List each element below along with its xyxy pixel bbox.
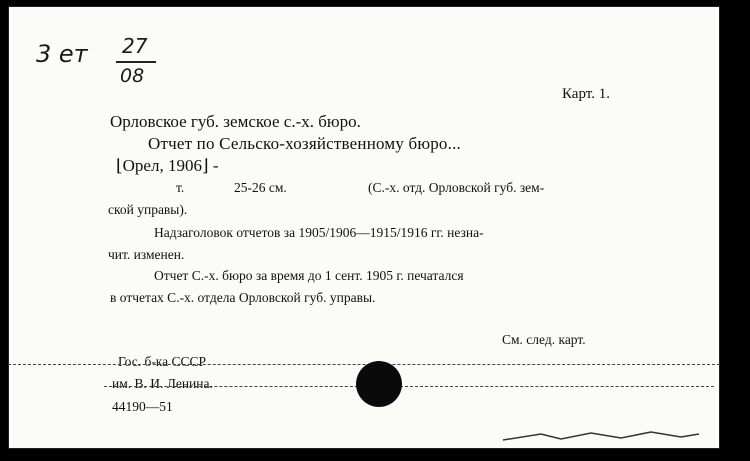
series-line-1: (С.-х. отд. Орловской губ. зем-: [368, 180, 545, 195]
note-2-line-1: Отчет С.-х. бюро за время до 1 сент. 1905 г. печатался: [154, 268, 464, 283]
scan-rule-2: [104, 386, 714, 387]
card-heading: Орловское губ. земское с.-х. бюро.: [110, 112, 361, 131]
card-title: Отчет по Сельско-хозяйственному бюро...: [148, 134, 461, 153]
catalog-card: [8, 6, 720, 449]
handwritten-fraction-line: [116, 61, 156, 63]
see-next-card: См. след. карт.: [502, 332, 586, 347]
handwritten-number-bottom: 08: [120, 65, 145, 87]
physical-a: т.: [176, 180, 185, 195]
series-line-2: ской управы).: [108, 202, 188, 217]
punched-hole: [356, 361, 402, 407]
note-1-line-1: Надзаголовок отчетов за 1905/1906—1915/1916 гг. незна-: [154, 225, 484, 240]
note-1-line-2: чит. изменен.: [108, 247, 185, 262]
card-number: Карт. 1.: [562, 86, 610, 102]
handwritten-shelf-mark: 3 ет: [36, 40, 88, 68]
library-line-3: 44190—51: [112, 399, 173, 414]
scribble-mark: [501, 430, 701, 444]
card-imprint: ⌊Орел, 1906⌋ -: [116, 156, 219, 175]
handwritten-number-top: 27: [122, 34, 148, 58]
library-line-2: им. В. И. Ленина.: [112, 376, 213, 391]
physical-b: 25-26 см.: [234, 180, 287, 195]
library-line-1: Гос. б-ка СССР: [118, 354, 207, 369]
note-2-line-2: в отчетах С.-х. отдела Орловской губ. управы.: [110, 290, 376, 305]
